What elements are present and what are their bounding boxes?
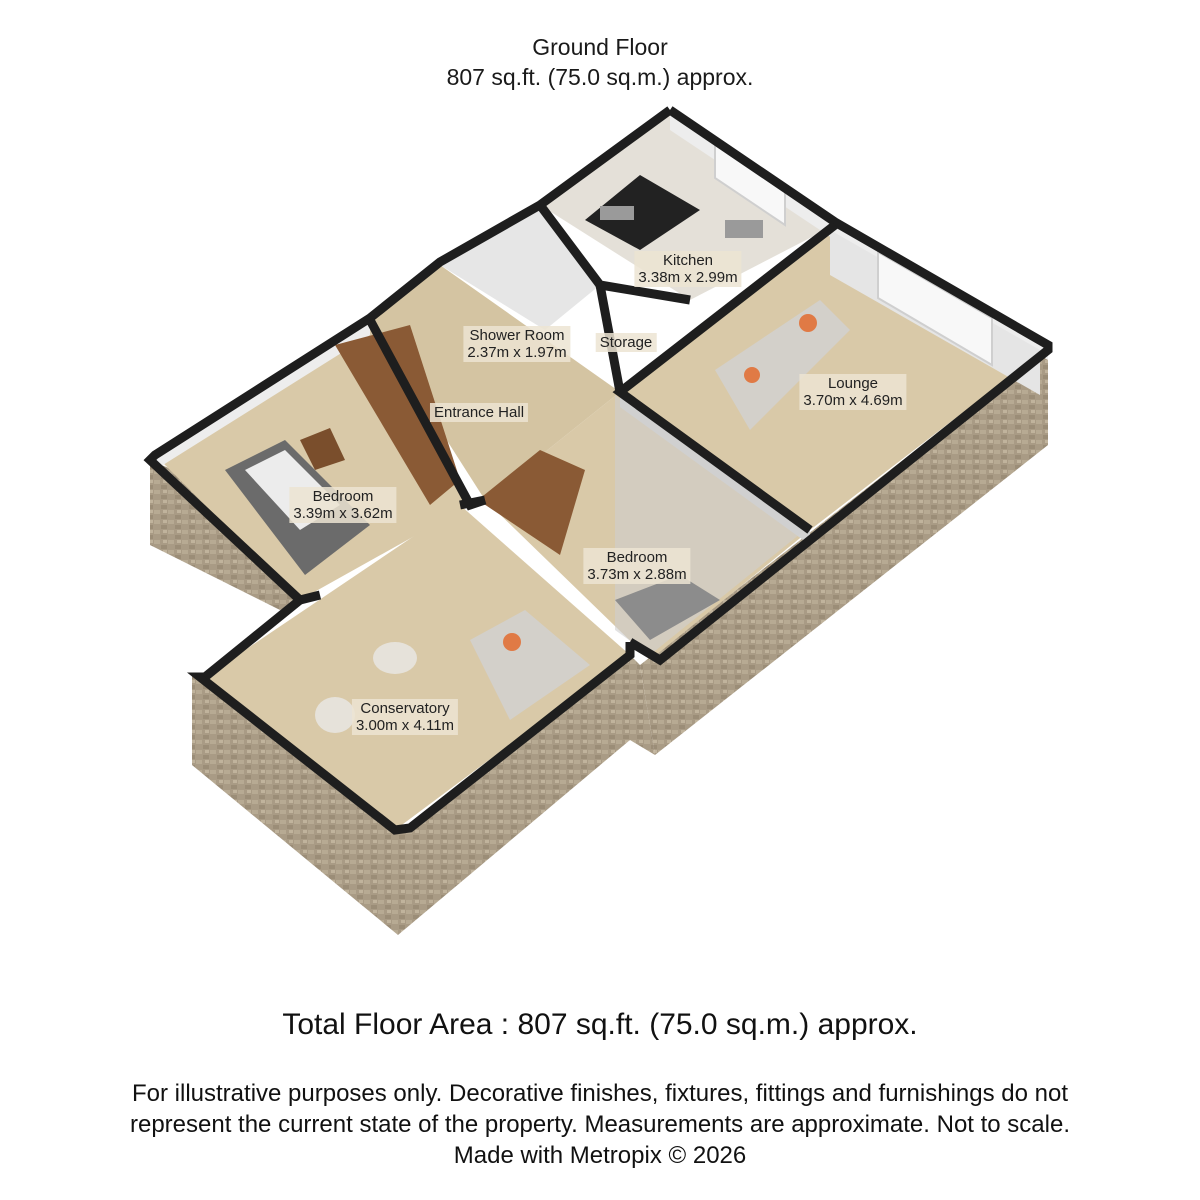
- room-name: Bedroom: [312, 488, 374, 505]
- disclaimer-line: represent the current state of the property. Measurements are approximate. Not to scale.: [129, 1111, 1071, 1138]
- room-name: Bedroom: [606, 549, 668, 566]
- room-label-bedroom-2: [583, 548, 690, 584]
- room-label-kitchen: [634, 251, 741, 287]
- room-name: Conservatory: [360, 700, 450, 717]
- room-name: Kitchen: [662, 252, 714, 269]
- floor-title: Ground Floor: [532, 34, 668, 60]
- room-dimensions: 3.39m x 3.62m: [293, 505, 393, 522]
- room-label-lounge: [799, 374, 906, 410]
- credit-line: Made with Metropix © 2026: [453, 1142, 747, 1169]
- room-name: Entrance Hall: [433, 404, 525, 421]
- floor-area: 807 sq.ft. (75.0 sq.m.) approx.: [446, 64, 754, 90]
- disclaimer: [0, 1078, 1200, 1171]
- room-dimensions: 2.37m x 1.97m: [467, 344, 567, 361]
- room-label-entrance-hall: [430, 403, 528, 422]
- armchair: [373, 642, 417, 674]
- room-name: Lounge: [827, 375, 879, 392]
- room-label-conservatory: [352, 699, 458, 735]
- total-floor-area: Total Floor Area : 807 sq.ft. (75.0 sq.m.) approx.: [282, 1008, 918, 1041]
- room-dimensions: 3.38m x 2.99m: [638, 269, 738, 286]
- room-dimensions: 3.70m x 4.69m: [803, 392, 903, 409]
- room-name: Shower Room: [469, 327, 565, 344]
- room-label-bedroom-1: [289, 487, 396, 523]
- room-dimensions: 3.00m x 4.11m: [355, 717, 455, 734]
- room-label-storage: [596, 333, 657, 352]
- room-label-shower-room: [463, 326, 570, 362]
- armchair-2: [315, 697, 355, 733]
- room-name: Storage: [599, 334, 653, 351]
- disclaimer-line: For illustrative purposes only. Decorative finishes, fixtures, fittings and furnishings do not: [132, 1080, 1068, 1107]
- room-dimensions: 3.73m x 2.88m: [587, 566, 687, 583]
